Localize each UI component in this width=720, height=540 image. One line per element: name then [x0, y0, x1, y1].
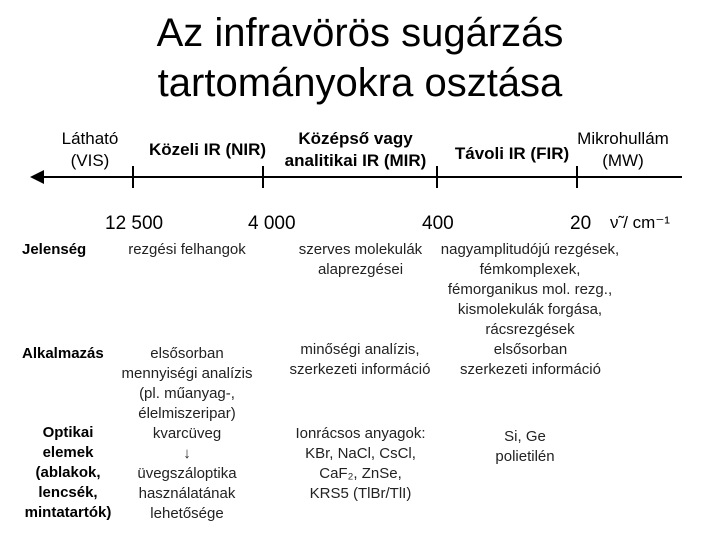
row-label-line: elemek [42, 444, 94, 461]
cell-line: kismolekulák forgása, [457, 301, 603, 318]
cell-line: KRS5 (TlBr/TlI) [309, 485, 412, 502]
region-nir-name: Közeli IR (NIR) [148, 140, 267, 159]
row-label-line: (ablakok, [35, 464, 101, 481]
region-nir [140, 139, 275, 161]
cell-line: üvegszáloptika [137, 465, 237, 482]
cell-line: minőségi analízis, [300, 341, 420, 358]
title-line-1: Az infravörös sugárzás [156, 11, 564, 55]
cell-line: KBr, NaCl, CsCl, [305, 445, 416, 462]
row-label-line: mintatartók) [24, 504, 112, 521]
cell-line: (pl. műanyag-, [139, 385, 235, 402]
row-label-optics [18, 423, 118, 523]
cell-line: lehetősége [150, 505, 224, 522]
cell-line: nagyamplitudójú rezgések, [440, 241, 620, 258]
row-label-line: Optikai [42, 424, 94, 441]
tick-label-12500: 12 500 [105, 213, 164, 234]
region-fir [447, 143, 577, 165]
cell-line: elsősorban [150, 345, 224, 362]
page-title [0, 8, 720, 108]
region-mir-abbr: analitikai IR (MIR) [284, 151, 427, 170]
row-label-phenomenon: Jelenség [22, 241, 87, 258]
cell-line: CaF₂, ZnSe, [319, 465, 402, 482]
axis-tick-20 [576, 166, 578, 188]
cell-line: Ionrácsos anyagok: [295, 425, 426, 442]
cell-optics-mir [278, 424, 443, 504]
cell-optics-fir [465, 427, 585, 467]
cell-phenomenon-mir [278, 240, 443, 280]
tick-label-400: 400 [422, 213, 454, 234]
cell-line: használatának [138, 485, 236, 502]
cell-application-fir [448, 340, 613, 380]
down-arrow-icon: ↓ [183, 445, 191, 462]
region-vis-name: Látható [61, 129, 119, 148]
cell-line: szerkezeti információ [460, 361, 601, 378]
cell-line: szerkezeti információ [289, 361, 431, 378]
row-label-application: Alkalmazás [22, 345, 104, 362]
region-mir [268, 128, 443, 172]
cell-line: fémorganikus mol. rezg., [447, 281, 613, 298]
cell-application-mir [275, 340, 445, 380]
cell-line: polietilén [495, 448, 555, 465]
cell-line: mennyiségi analízis [121, 365, 253, 382]
region-vis-abbr: (VIS) [70, 151, 110, 170]
axis-tick-400 [436, 166, 438, 188]
axis-tick-4000 [262, 166, 264, 188]
wavenumber-axis [40, 176, 682, 178]
cell-line: rácsrezgések [485, 321, 575, 338]
tick-label-4000: 4 000 [248, 213, 296, 234]
region-mir-name: Középső vagy [298, 129, 413, 148]
row-label-line: lencsék, [38, 484, 98, 501]
cell-line: szerves molekulák [298, 241, 423, 258]
region-mw [562, 128, 684, 172]
cell-line: élelmiszeripar) [138, 405, 236, 422]
cell-line: fémkomplexek, [479, 261, 581, 278]
region-mw-name: Mikrohullám [577, 129, 669, 148]
cell-line: kvarcüveg [152, 425, 222, 442]
axis-unit-label: ν̃ / cm⁻¹ [610, 213, 670, 232]
cell-application-nir [112, 344, 262, 424]
cell-phenomenon-nir [112, 240, 262, 260]
region-mw-abbr: (MW) [602, 151, 644, 170]
tick-label-20: 20 [570, 213, 592, 234]
region-fir-name: Távoli IR (FIR) [454, 144, 570, 163]
title-line-2: tartományokra osztása [157, 61, 563, 105]
cell-line: alaprezgései [317, 261, 404, 278]
cell-optics-nir [112, 424, 262, 524]
cell-line: rezgési felhangok [128, 241, 246, 258]
region-vis [50, 128, 130, 172]
cell-line: Si, Ge [504, 428, 546, 445]
cell-phenomenon-fir [425, 240, 635, 340]
cell-line: elsősorban [493, 341, 568, 358]
axis-tick-12500 [132, 166, 134, 188]
